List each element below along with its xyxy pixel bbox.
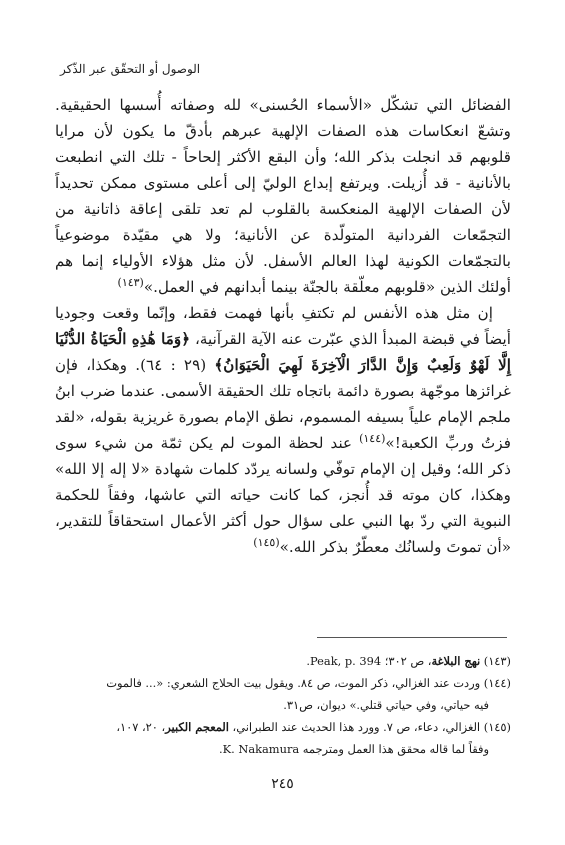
footnote-145-number: (١٤٥) bbox=[483, 720, 511, 734]
footnote-143-number: (١٤٣) bbox=[483, 654, 511, 668]
footnote-145-cont-text: وفقاً لما قاله محقق هذا العمل ومترجمه bbox=[299, 742, 489, 756]
footnote-145-end: . bbox=[218, 742, 223, 756]
paragraph-2 bbox=[55, 300, 511, 560]
quran-verse: ﴿وَمَا هَٰذِهِ الْحَيَاةُ الدُّنْيَا إِلَّا لَهْوٌ وَلَعِبٌ وَإِنَّ الدَّارَ الْآخِرَةَ لَهِيَ الْحَيَوَانُ﴾ bbox=[55, 330, 511, 374]
footnote-145 bbox=[55, 716, 511, 738]
paragraph-2-text-c: عند لحظة الموت لم يكن ثمّة من شيء سوى ذكر الله؛ وقيل إن الإمام توفّي ولسانه يردّد كلمات شهادة «لا إله إلا الله» وهكذا، كان موته قد أُنجز، كما كانت حياته التي عاشها، وفقاً للحكمة النبوية التي ردّ بها النبي على سؤال حول أكثر الأعمال استحقاقاً للتقدير، «أن تموتَ ولسانُك معطّرٌ بذكر الله.» bbox=[55, 434, 511, 556]
footnote-143-title: نهج البلاغة bbox=[431, 654, 481, 668]
page-number: ٢٤٥ bbox=[271, 776, 294, 792]
footnote-divider bbox=[317, 637, 507, 638]
paragraph-1-text: الفضائل التي تشكّل «الأسماء الحُسنى» لله وصفاته أُسسها الحقيقية. وتشعّ انعكاسات هذه الصفات الإلهية عبرهم بأدقّ ما يكون لأن مرايا قلوبهم قد انجلت بذكر الله؛ وأن البقع الأكثر إلحاحاً - تلك التي انطبعت بالأنانية - قد أُزيلت. ويرتفع إبداع الوليّ إلى أعلى مستوى ممكن تحديداً لأن الصفات الإلهية المنعكسة بالقلوب لم تعد تلقى إعاقة ذاتانية من التجمّعات الفردانية المتولّدة عن الأنانية؛ ولا هي مقيّدة موضوعياً بالتجمّعات الكونية لهذا العالم الأسفل. لأن مثل هؤلاء الأولياء إنما هم أولئك الذين «قلوبهم معلّقة بالجنّة بينما أبدانهم في العمل.» bbox=[55, 96, 511, 296]
footnote-143-latin: Peak, p. 394 bbox=[310, 654, 382, 668]
footnote-144-text: وردت عند الغزالي، ذكر الموت، ص ٨٤. ويقول بيت الحلاج الشعري: «... فالموت bbox=[106, 676, 481, 690]
footnote-143-end: . bbox=[306, 654, 311, 668]
footnote-143 bbox=[55, 650, 511, 672]
running-head: الوصول أو التحقّق عبر الذّكر bbox=[60, 62, 201, 76]
footnote-144-continued: فيه حياتي، وفي حياتي قتلي.» ديوان، ص٣١. bbox=[283, 698, 489, 712]
footnote-145-title: المعجم الكبير bbox=[165, 720, 229, 734]
footnote-ref-143[interactable]: (١٤٣) bbox=[117, 275, 144, 289]
footnote-ref-144[interactable]: (١٤٤) bbox=[359, 431, 386, 445]
footnote-145-latin: K. Nakamura bbox=[222, 742, 300, 756]
footnote-144-number: (١٤٤) bbox=[483, 676, 511, 690]
paragraph-2-text-a: إن مثل هذه الأنفس لم تكتفِ بأنها فهمت فقط، وإنّما وقعت وجوديا أيضاً في قبضة المبدأ الذي عبّرت عنه الآية القرآنية، bbox=[55, 304, 511, 348]
footnote-143-text: ، ص ٣٠٢؛ bbox=[381, 654, 432, 668]
paragraph-1 bbox=[55, 92, 511, 300]
main-text bbox=[55, 92, 511, 560]
footnote-145-text-2: ، ٢٠، ١٠٧، bbox=[116, 720, 166, 734]
footnote-ref-145[interactable]: (١٤٥) bbox=[253, 535, 280, 549]
footnote-145-text: الغزالي، دعاء، ص ٧. وورد هذا الحديث عند الطبراني، bbox=[228, 720, 481, 734]
footnotes bbox=[55, 650, 511, 760]
paragraph-2-text-b: (٢٩ : ٦٤). وهكذا، فإن غرائزها موجّهة بصورة دائمة باتجاه تلك الحقيقة الأسمى. عندما ضرب ابنُ ملجم الإمام علياً بسيفه المسموم، نطق الإمام بصورة غريزية بقوله، «لقد فزتُ وربِّ الكعبة!» bbox=[55, 356, 511, 452]
footnote-144 bbox=[55, 672, 511, 694]
footnote-145-continued bbox=[55, 738, 511, 760]
